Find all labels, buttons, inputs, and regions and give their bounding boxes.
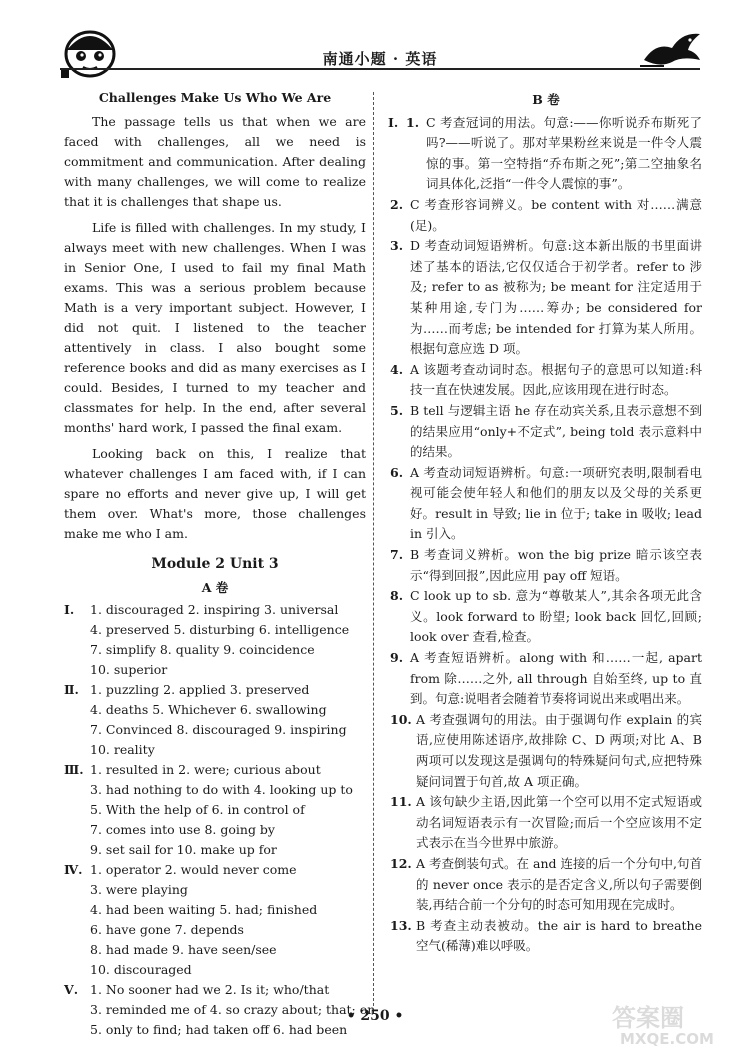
item-number: 4. [390, 361, 404, 377]
answer-group-1 [64, 600, 366, 680]
answer-line: 4. had been waiting 5. had; finished [90, 902, 318, 917]
right-column [390, 88, 702, 957]
item-number: 9. [390, 650, 404, 666]
item-number: 5. [390, 402, 404, 418]
explanation-item [390, 916, 702, 957]
answer-line: 7. simplify 8. quality 9. coincidence [90, 642, 315, 657]
passage-paragraph: The passage tells us that when we are faced with challenges, all we need is commitment and communication. After dealing with many challenges, we will come to realize that it is challenges that shape us. [64, 114, 366, 209]
explanation-item [390, 854, 702, 916]
item-number: 7. [390, 547, 404, 563]
answer-line: 4. preserved 5. disturbing 6. intelligence [90, 622, 350, 637]
item-text: C 考查形容词辨义。be content with 对……满意(足)。 [410, 196, 702, 233]
item-number: 3. [390, 238, 404, 254]
item-text: C 考查冠词的用法。句意:——你听说乔布斯死了吗?——听说了。那对苹果粉丝来说是一件令人震惊的事。第一空特指“乔布斯之死”;第二空抽象名词具体化,泛指“一件令人震惊的事”。 [426, 114, 702, 192]
explanation-item [406, 113, 702, 195]
item-text: C look up to sb. 意为“尊敬某人”,其余各项无此含义。look forward to 盼望; look back 回忆,回顾; look over 查看,检查。 [410, 588, 702, 645]
answer-line: 1. No sooner had we 2. Is it; who/that [90, 982, 330, 997]
watermark-text: 答案圈 [612, 1004, 684, 1032]
section-a-title: A 卷 [201, 580, 229, 595]
answer-line: 1. resulted in 2. were; curious about [90, 762, 321, 777]
item-text: A 该题考查动词时态。根据句子的意思可以知道:科技一直在快速发展。因此,应该用现在进行时态。 [410, 361, 702, 398]
watermark-url: MXQE.COM [620, 1030, 714, 1048]
watermark-logo [608, 1000, 738, 1048]
item-text: A 考查动词短语辨析。句意:一项研究表明,限制看电视可能会使年轻人和他们的朋友以及父母的关系更好。result in 导致; lie in 位于; take in 吸收; lead in 引入。 [410, 464, 702, 542]
section-b-group [390, 113, 702, 957]
answer-line: 10. discouraged [90, 962, 192, 977]
answer-line: 10. superior [90, 662, 168, 677]
answer-line: 3. reminded me of 4. so crazy about; that; on [90, 1002, 376, 1017]
answer-line: 8. had made 9. have seen/see [90, 942, 277, 957]
explanation-item [390, 710, 702, 792]
item-number: 13. [390, 917, 412, 933]
group-numeral: Ⅳ. [64, 862, 83, 877]
page-number: • 250 • [346, 1008, 404, 1024]
answer-line: 7. Convinced 8. discouraged 9. inspiring [90, 722, 347, 737]
explanation-item [390, 586, 702, 648]
item-number: 6. [390, 464, 404, 480]
item-number: 10. [390, 711, 412, 727]
item-number: 1. [406, 114, 420, 130]
answer-line: 9. set sail for 10. make up for [90, 842, 277, 857]
item-number: 8. [390, 588, 404, 604]
answer-group-3 [64, 760, 366, 860]
answer-line: 1. operator 2. would never come [90, 862, 297, 877]
item-text: A 考查倒装句式。在 and 连接的后一个分句中,句首的 never once 表示的是否定含义,所以句子需要倒装,再结合前一个分句的时态可知用现在完成时。 [416, 855, 702, 913]
answer-line: 7. comes into use 8. going by [90, 822, 275, 837]
item-text: A 考查短语辨析。along with 和……一起, apart from 除……之外, all through 自始至终, up to 直到。句意:说唱者会随着节奏将词说出来或唱出来。 [410, 650, 702, 707]
passage-paragraph: Looking back on this, I realize that whatever challenges I am faced with, if I can spare no efforts and never give up, I will get them over. What's more, those challenges make me who I am. [64, 446, 366, 541]
group-numeral: Ⅱ. [64, 682, 79, 697]
bird-icon [638, 26, 704, 74]
explanation-item [390, 545, 702, 586]
answer-group-4 [64, 860, 366, 980]
explanation-item [390, 360, 702, 401]
header-rule [60, 68, 700, 70]
item-text: D 考查动词短语辨析。句意:这本新出版的书里面讲述了基本的语法,它仅仅适合于初学者。refer to 涉及; refer to as 被称为; be meant for 注定适用于某种用途,专门为……筹办; be considered for 为……而考虑; be intended for 打算为某人所用。根据句意应选 D 项。 [410, 238, 702, 357]
page-header [60, 42, 700, 76]
explanation-item [390, 195, 702, 236]
group-numeral: Ⅰ. [64, 602, 75, 617]
item-number: 11. [390, 794, 412, 810]
item-text: A 该句缺少主语,因此第一个空可以用不定式短语或动名词短语表示有一次冒险;而后一个空应该用不定式表示在当今世界中旅游。 [416, 794, 702, 851]
answer-line: 6. have gone 7. depends [90, 922, 244, 937]
column-divider [373, 92, 374, 1006]
answer-line: 3. were playing [90, 882, 188, 897]
explanation-item [390, 236, 702, 360]
answer-line: 1. discouraged 2. inspiring 3. universal [90, 602, 339, 617]
passage-paragraph: Life is filled with challenges. In my study, I always meet with new challenges. When I was in Senior One, I used to fail my final Math exams. This was a serious problem because Math is a very important subject. However, I did not quit. I listened to the teacher attentively in class. I also bought some reference books and did as many exercises as I could. Besides, I turned to my teacher and classmates for help. In the end, after several months' hard work, I passed the final exam. [64, 220, 366, 435]
answer-line: 4. deaths 5. Whichever 6. swallowing [90, 702, 327, 717]
item-number: 2. [390, 196, 404, 212]
item-number: 12. [390, 855, 412, 871]
group-numeral: Ⅲ. [64, 762, 84, 777]
explanation-item [390, 463, 702, 545]
header-title: 南通小题 · 英语 [322, 50, 438, 68]
answer-line: 10. reality [90, 742, 155, 757]
module-title: Module 2 Unit 3 [151, 556, 279, 572]
item-text: B tell 与逻辑主语 he 存在动宾关系,且表示意想不到的结果应用“only+不定式”, being told 表示意料中的结果。 [410, 402, 702, 460]
answer-line: 1. puzzling 2. applied 3. preserved [90, 682, 310, 697]
section-b-title: B 卷 [532, 92, 560, 107]
answer-group-2 [64, 680, 366, 760]
group-numeral: Ⅴ. [64, 982, 79, 997]
explanation-item [390, 792, 702, 854]
explanation-item [390, 648, 702, 710]
item-text: B 考查主动表被动。the air is hard to breathe 空气(稀薄)难以呼吸。 [416, 917, 702, 954]
passage-title: Challenges Make Us Who We Are [98, 90, 332, 105]
explanation-item [390, 401, 702, 463]
group-numeral: Ⅰ. [388, 114, 399, 130]
item-text: A 考查强调句的用法。由于强调句作 explain 的宾语,应使用陈述语序,故排除 C、D 两项;对比 A、B 两项可以发现这是强调句的特殊疑问句式,应把特殊疑问词置于句首,故 A 项正确。 [416, 711, 702, 789]
answer-line: 5. With the help of 6. in control of [90, 802, 305, 817]
answer-line: 3. had nothing to do with 4. looking up to [90, 782, 353, 797]
item-text: B 考查词义辨析。won the big prize 暗示该空表示“得到回报”,因此应用 pay off 短语。 [410, 547, 702, 583]
answer-line: 5. only to find; had taken off 6. had been [90, 1022, 348, 1037]
